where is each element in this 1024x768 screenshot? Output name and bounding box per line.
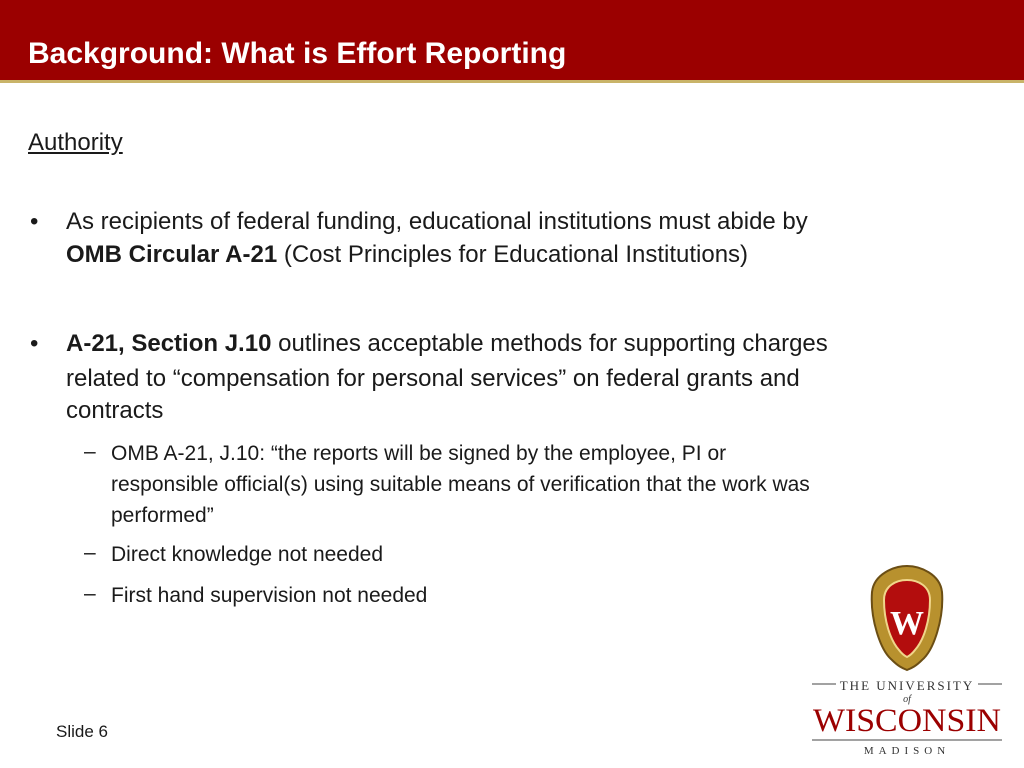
bullet1-line1: As recipients of federal funding, educational institutions must abide by bbox=[66, 208, 808, 235]
dash-marker: – bbox=[84, 582, 96, 605]
bullet1-line2-text: (Cost Principles for Educational Institutions) bbox=[283, 241, 749, 268]
bullet2-line2: related to “compensation for personal services” on federal grants and bbox=[66, 365, 800, 392]
title-bar bbox=[0, 0, 1024, 83]
section-heading-authority: Authority bbox=[28, 129, 123, 156]
slide-title: Background: What is Effort Reporting bbox=[28, 37, 567, 70]
subbullet1-line3: performed” bbox=[111, 504, 214, 527]
logo-line-wisconsin: WISCONSIN bbox=[813, 703, 1002, 739]
crest-icon bbox=[872, 566, 943, 670]
logo-line-madison: MADISON bbox=[863, 745, 951, 757]
bullet1-bold-term: OMB Circular A-21 bbox=[66, 241, 278, 268]
svg-text:W: W bbox=[890, 605, 924, 642]
bullet1-line2 bbox=[66, 239, 748, 271]
bullet-marker: • bbox=[30, 208, 39, 235]
slide-number: Slide 6 bbox=[56, 722, 108, 741]
bullet2-bold-term: A-21, Section J.10 bbox=[66, 330, 272, 357]
bullet-marker: • bbox=[30, 330, 39, 357]
dash-marker: – bbox=[84, 541, 96, 564]
dash-marker: – bbox=[84, 440, 96, 463]
logo-line-of: of bbox=[903, 694, 911, 705]
subbullet1-line2: responsible official(s) using suitable means of verification that the work was bbox=[111, 473, 810, 496]
subbullet2: Direct knowledge not needed bbox=[111, 543, 384, 566]
logo-line-university: THE UNIVERSITY bbox=[839, 678, 975, 693]
bullet2-line1-text: outlines acceptable methods for supporting charges bbox=[278, 330, 828, 357]
university-logo bbox=[808, 560, 1006, 760]
subbullet1-line1: OMB A-21, J.10: “the reports will be signed by the employee, PI or bbox=[111, 442, 727, 465]
bullet2-line3: contracts bbox=[66, 397, 164, 424]
bullet2-line1 bbox=[66, 328, 828, 360]
subbullet3: First hand supervision not needed bbox=[111, 584, 428, 607]
